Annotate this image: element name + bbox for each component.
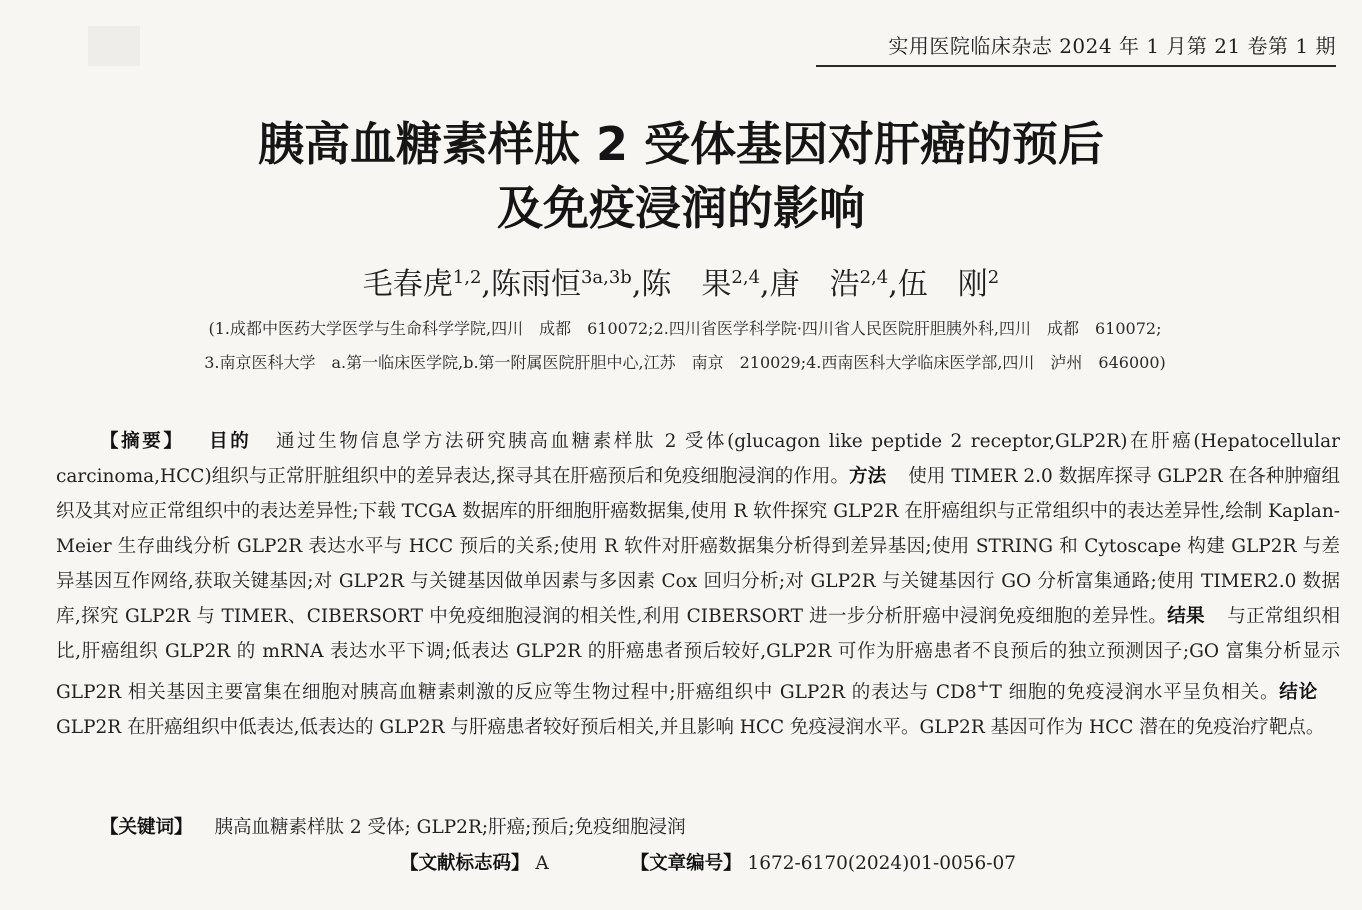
author-separator: , xyxy=(481,267,491,302)
keywords-label: 【关键词】 xyxy=(100,817,193,838)
title-line-2: 及免疫浸润的影响 xyxy=(497,181,865,235)
document-codes xyxy=(400,846,1200,881)
methods-text: 使用 TIMER 2.0 数据库探寻 GLP2R 在各种肿瘤组织及其对应正常组织中的表达差异性;下载 TCGA 数据库的肝细胞肝癌数据集,使用 R 软件探究 GLP2R 在肝癌组织与正常组织中的表达差异性,绘制 Kaplan-Meier 生存曲线分析 GLP2R 表达水平与 HCC 预后的关系;使用 R 软件对肝癌数据集分析得到差异基因;使用 STRING 和 Cytoscape 构建 GLP2R 与差异基因互作网络,获取关键基因;对 GLP2R 与关键基因做单因素与多因素 Cox 回归分析;对 GLP2R 与关键基因行 GO 分析富集通路;使用 TIMER2.0 数据库,探究 GLP2R 与 TIMER、CIBERSORT 中免疫细胞浸润的相关性,利用 CIBERSORT 进一步分析肝癌中浸润免疫细胞的差异性。 xyxy=(56,466,1340,627)
author-affiliation-mark: 1,2 xyxy=(452,267,482,288)
author-separator: , xyxy=(760,267,770,302)
article-title xyxy=(0,112,1362,240)
author-separator: , xyxy=(631,267,642,302)
abstract xyxy=(56,424,1340,745)
author-name: 毛春虎 xyxy=(362,267,453,302)
methods-label: 方法 xyxy=(849,466,887,487)
keywords-text: 胰高血糖素样肽 2 受体; GLP2R;肝癌;预后;免疫细胞浸润 xyxy=(214,817,686,838)
affiliation-line-1: (1.成都中医药大学医学与生命科学学院,四川 成都 610072;2.四川省医学科学院·四川省人民医院肝胆胰外科,四川 成都 610072; xyxy=(208,319,1162,338)
article-number-value: 1672-6170(2024)01-0056-07 xyxy=(747,853,1017,874)
abstract-label: 【摘要】 xyxy=(100,431,185,452)
article-number-label: 【文章编号】 xyxy=(630,853,742,874)
author-name: 陈雨恒 xyxy=(490,267,581,302)
author-affiliation-mark: 3a,3b xyxy=(580,267,632,288)
affiliation-line-2: 3.南京医科大学 a.第一临床医学院,b.第一附属医院肝胆中心,江苏 南京 210029;4.西南医科大学临床医学部,四川 泸州 646000) xyxy=(204,353,1166,372)
author-name: 唐 浩 xyxy=(769,267,860,302)
affiliations xyxy=(60,312,1310,380)
author-affiliation-mark: 2 xyxy=(987,267,1000,288)
results-text: 与正常组织相比,肝癌组织 GLP2R 的 mRNA 表达水平下调;低表达 GLP2R 的肝癌患者预后较好,GLP2R 可作为肝癌患者不良预后的独立预测因子;GO 富集分析显示 GLP2R 相关基因主要富集在细胞对胰高血糖素刺激的反应等生物过程中;肝癌组织中 GLP2R 的表达与 CD8 xyxy=(56,606,1340,704)
doc-code-value: A xyxy=(535,853,549,874)
objective-label: 目的 xyxy=(206,431,252,452)
author-separator: , xyxy=(888,267,898,302)
conclusion-label: 结论 xyxy=(1279,682,1318,704)
objective-text: 通过生物信息学方法研究胰高血糖素样肽 2 受体(glucagon like peptide 2 receptor,GLP2R)在肝癌(Hepatocellular carcinoma,HCC)组织与正常肝脏组织中的差异表达,探寻其在肝癌预后和免疫细胞浸润的作用。 xyxy=(56,431,1340,487)
author-list xyxy=(0,258,1362,305)
title-line-1: 胰高血糖素样肽 2 受体基因对肝癌的预后 xyxy=(257,117,1105,171)
results-superscript: + xyxy=(976,677,990,695)
author-affiliation-mark: 2,4 xyxy=(731,267,761,288)
keywords xyxy=(100,810,1300,845)
conclusion-text: GLP2R 在肝癌组织中低表达,低表达的 GLP2R 与肝癌患者较好预后相关,并且影响 HCC 免疫浸润水平。GLP2R 基因可作为 HCC 潜在的免疫治疗靶点。 xyxy=(56,717,1325,739)
abstract-body xyxy=(56,424,1340,745)
journal-header: 实用医院临床杂志 2024 年 1 月第 21 卷第 1 期 xyxy=(816,30,1336,67)
doc-code-label: 【文献标志码】 xyxy=(400,853,530,874)
results-label: 结果 xyxy=(1167,606,1205,627)
results-text-end: T 细胞的免疫浸润水平呈负相关。 xyxy=(989,682,1280,704)
author-name: 陈 果 xyxy=(641,267,732,302)
author-affiliation-mark: 2,4 xyxy=(859,267,889,288)
author-name: 伍 刚 xyxy=(897,267,988,302)
scan-corner-mark xyxy=(88,26,140,66)
